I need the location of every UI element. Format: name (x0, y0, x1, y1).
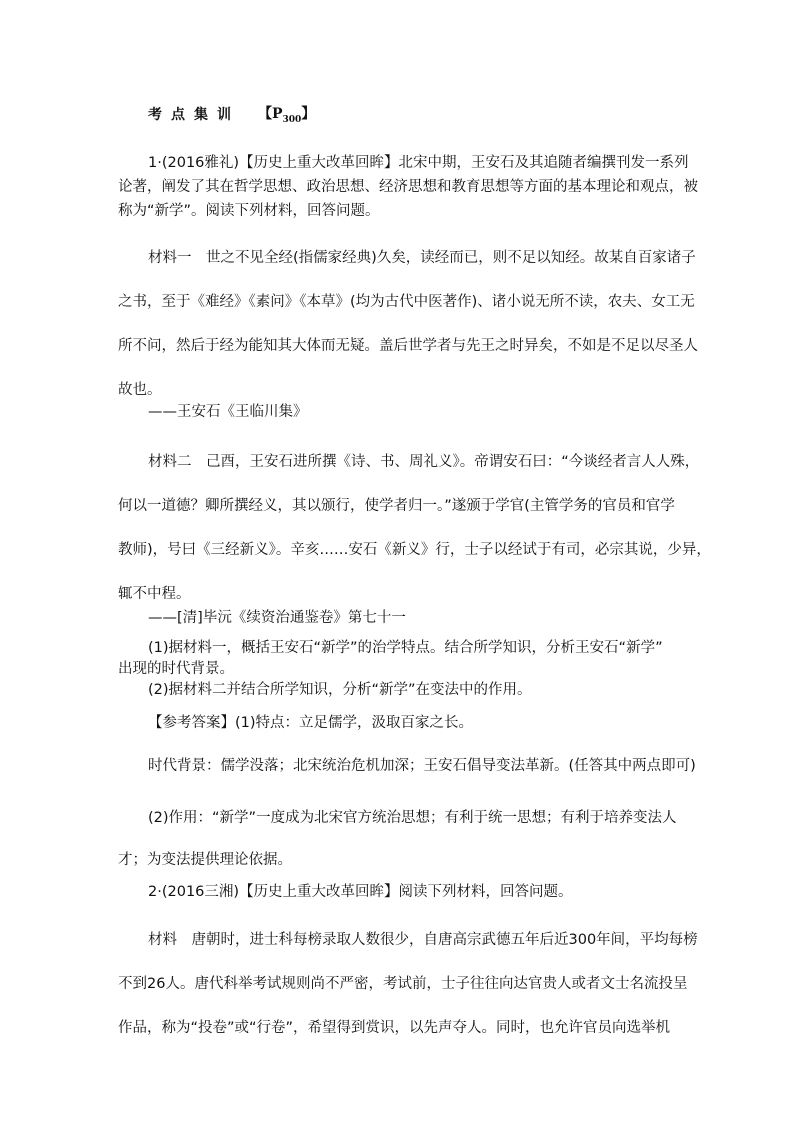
page-ref-open: 【P (258, 106, 283, 122)
q1-source-1 (118, 400, 684, 421)
q1-answer-2 (118, 754, 696, 775)
q1-material-1 (118, 236, 698, 412)
q1-answer-1 (118, 711, 684, 732)
text-line: 辄不中程。 (118, 586, 191, 602)
q1-answer-3 (118, 797, 684, 881)
text-line: 2·(2016三湘)【历史上重大改革回眸】阅读下列材料，回答问题。 (148, 884, 573, 900)
text-line: 称为“新学”。阅读下列材料，回答问题。 (118, 203, 380, 219)
text-line: 出现的时代背景。 (118, 661, 234, 677)
q1-material-2 (118, 440, 711, 616)
text-line: 不到26人。唐代科举考试规则尚不严密，考试前，士子往往向达官贵人或者文士名流投呈 (118, 976, 688, 992)
page-ref-number: 300 (282, 114, 302, 125)
text-line: (1)据材料一，概括王安石“新学”的治学特点。结合所学知识，分析王安石“新学” (148, 640, 663, 656)
answer-line: (2)作用：“新学”一度成为北宋官方统治思想；有利于统一思想；有利于培养变法人 (148, 810, 677, 826)
answer-line: 【参考答案】(1)特点：立足儒学，汲取百家之长。 (148, 715, 474, 731)
text-line: 1·(2016雅礼)【历史上重大改革回眸】北宋中期，王安石及其追随者编撰刊发一系列 (148, 155, 689, 171)
text-line: 故也。 (118, 382, 162, 398)
answer-line: 才；为变法提供理论依据。 (118, 852, 292, 868)
q1-source-2 (118, 606, 684, 627)
text-line: 材料二 己酉，王安石进所撰《诗、书、周礼义》。帝谓安石曰：“今谈经者言人人殊， (148, 454, 700, 470)
text-line: 作品，称为“投卷”或“行卷”，希望得到赏识，以先声夺人。同时，也允许官员向选举机 (118, 1020, 671, 1036)
q1-stem (118, 151, 698, 223)
text-line: 之书，至于《难经》《素问》《本草》(均为古代中医著作)、诸小说无所不读，农夫、女工无 (118, 294, 695, 310)
q2-stem (118, 880, 684, 901)
text-line: 论著，阐发了其在哲学思想、政治思想、经济思想和教育思想等方面的基本理论和观点，被 (118, 179, 698, 195)
page-reference (258, 103, 315, 125)
source-citation: ——[清]毕沅《续资治通鉴卷》第七十一 (148, 610, 406, 626)
text-line: 材料 唐朝时，进士科每榜录取人数很少，自唐高宗武德五年后近300年间，平均每榜 (148, 932, 698, 948)
text-line: (2)据材料二并结合所学知识，分析“新学”在变法中的作用。 (148, 682, 532, 698)
q1-questions (118, 638, 684, 701)
answer-line: 时代背景：儒学没落；北宋统治危机加深；王安石倡导变法革新。(任答其中两点即可) (148, 758, 696, 774)
text-line: 材料一 世之不见全经(指儒家经典)久矣，读经而已，则不足以知经。故某自百家诸子 (148, 250, 696, 266)
page-ref-close: 】 (301, 106, 316, 122)
text-line: 所不问，然后于经为能知其大体而无疑。盖后世学者与先王之时异矣，不如是不足以尽圣人 (118, 338, 698, 354)
q2-material (118, 918, 698, 1050)
section-title: 考点集训 (148, 107, 240, 123)
source-citation: ——王安石《王临川集》 (148, 404, 308, 420)
text-line: 教师)，号曰《三经新义》。辛亥……安石《新义》行，士子以经试于有司，必宗其说，少异， (118, 542, 711, 558)
text-line: 何以一道德？卿所撰经义，其以颁行，使学者归一。”遂颁于学官(主管学务的官员和官学 (118, 498, 675, 514)
